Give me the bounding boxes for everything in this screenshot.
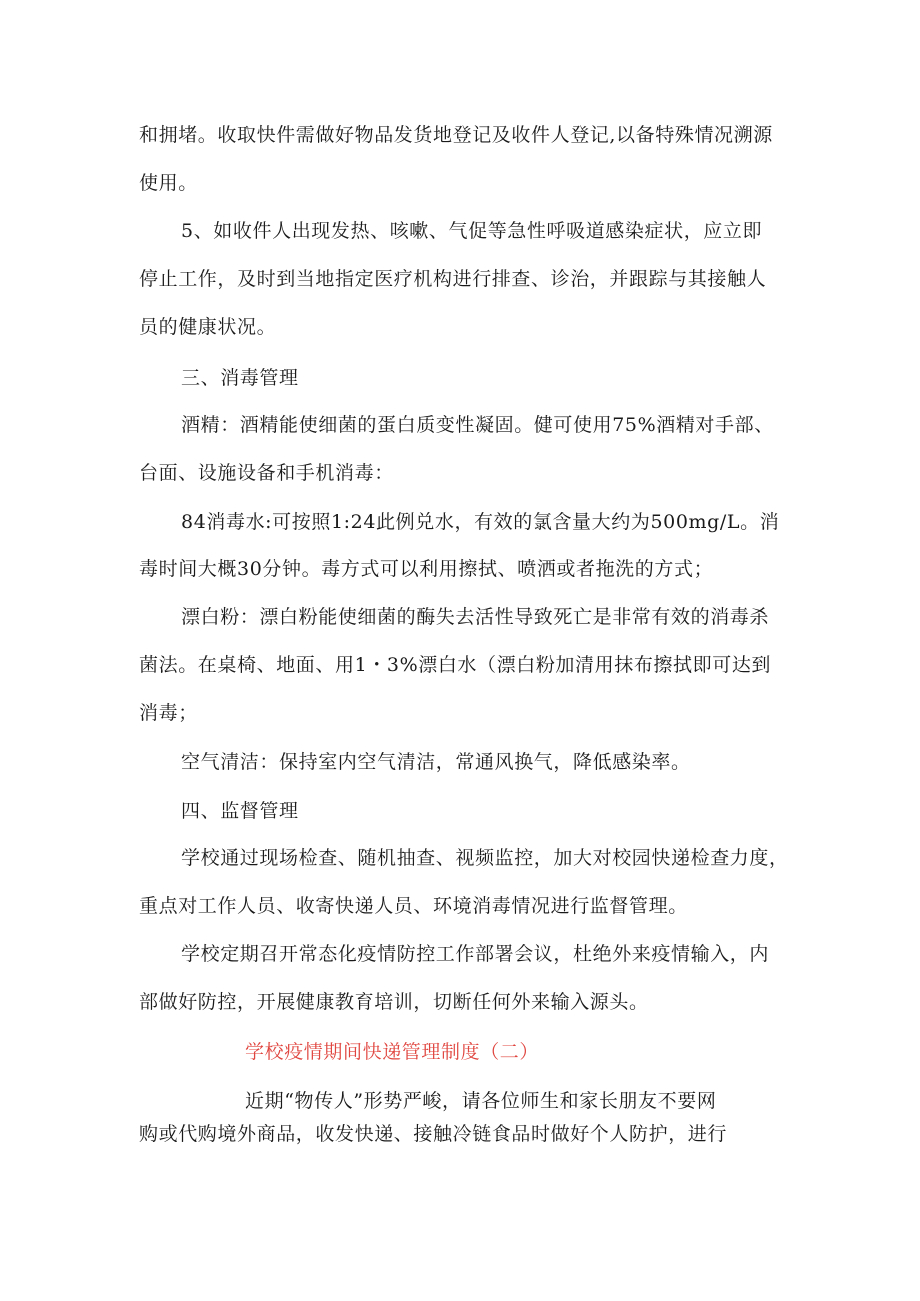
paragraph-line: 停止工作，及时到当地指定医疗机构进行排查、诊治，并跟踪与其接触人 bbox=[139, 268, 767, 290]
section-heading: 四、监督管理 bbox=[181, 800, 299, 822]
paragraph-line: 台面、设施设备和手机消毒： bbox=[139, 462, 394, 484]
section-heading: 三、消毒管理 bbox=[181, 367, 299, 389]
paragraph-line: 学校定期召开常态化疫情防控工作部署会议，杜绝外来疫情输入，内 bbox=[181, 943, 770, 965]
intro-line: 购或代购境外商品，收发快递、接触冷链食品时做好个人防护，进行 bbox=[139, 1123, 728, 1145]
document-section-title: 学校疫情期间快递管理制度（二） bbox=[245, 1041, 540, 1063]
paragraph-line: 学校通过现场检查、随机抽查、视频监控，加大对校园快递检查力度， bbox=[181, 847, 789, 869]
paragraph-line: 漂白粉：漂白粉能使细菌的酶失去活性导致死亡是非常有效的消毒杀 bbox=[181, 606, 770, 628]
paragraph-line: 酒精：酒精能使细菌的蛋白质变性凝固。健可使用75%酒精对手部、 bbox=[181, 414, 774, 436]
paragraph-line: 重点对工作人员、收寄快递人员、环境消毒情况进行监督管理。 bbox=[139, 895, 688, 917]
paragraph-line: 消毒； bbox=[139, 702, 198, 724]
paragraph-line: 和拥堵。收取快件需做好物品发货地登记及收件人登记,以备特殊情况溯源 bbox=[139, 124, 773, 146]
paragraph-line: 5、如收件人出现发热、咳嗽、气促等急性呼吸道感染症状，应立即 bbox=[181, 220, 763, 242]
paragraph-line: 空气清洁：保持室内空气清洁，常通风换气，降低感染率。 bbox=[181, 751, 691, 773]
paragraph-line: 84消毒水:可按照1:24此例兑水，有效的氯含量大约为500mg/L。消 bbox=[181, 511, 780, 533]
paragraph-line: 部做好防控，开展健康教育培训，切断任何外来输入源头。 bbox=[139, 991, 649, 1013]
paragraph-line: 毒时间大概30分钟。毒方式可以利用擦拭、喷洒或者拖洗的方式； bbox=[139, 558, 714, 580]
intro-line: 近期“物传人”形势严峻，请各位师生和家长朋友不要网 bbox=[245, 1090, 717, 1112]
paragraph-line: 员的健康状况。 bbox=[139, 316, 277, 338]
paragraph-line: 使用。 bbox=[139, 172, 198, 194]
paragraph-line: 菌法。在桌椅、地面、用1・3%漂白水（漂白粉加清用抹布擦拭即可达到 bbox=[139, 654, 772, 676]
